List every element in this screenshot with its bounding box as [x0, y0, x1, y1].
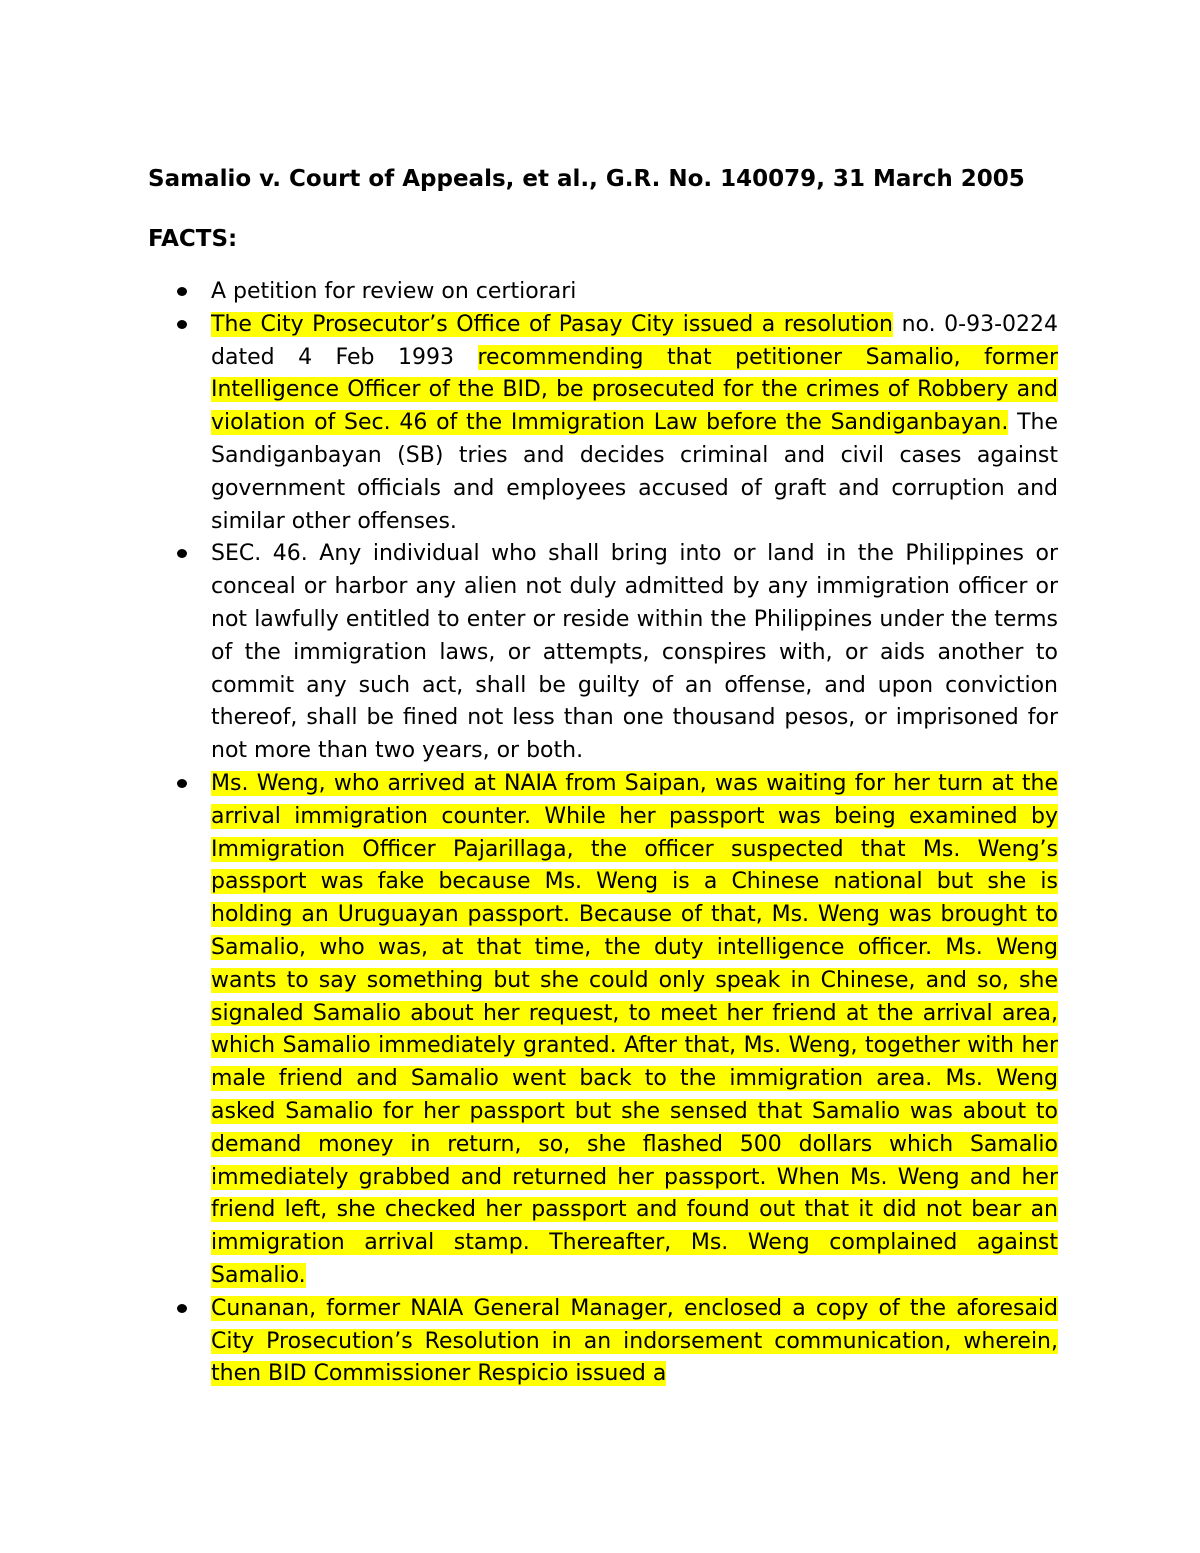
bullet-dot-icon	[177, 320, 187, 329]
bullet-item	[211, 1293, 1058, 1391]
bullet-dot-icon	[177, 779, 187, 788]
facts-bullet-list	[211, 276, 1058, 1391]
bullet-dot-icon	[177, 1304, 187, 1313]
highlighted-text-segment: The City Prosecutor’s Office of Pasay City issued a resolution	[211, 311, 894, 337]
highlighted-text-segment: recommending that petitioner Samalio, former Intelligence Officer of the BID, be prosecuted for the crimes of Robbery and violation of Sec. 46 of the Immigration Law before the Sandiganbayan.	[211, 344, 1059, 436]
highlighted-text-segment: Cunanan, former NAIA General Manager, enclosed a copy of the aforesaid City Prosecution’s Resolution in an indorsement communication, wherein, then BID Commissioner Respicio issued a	[211, 1295, 1058, 1387]
bullet-dot-icon	[177, 549, 187, 558]
bullet-text-segment: no. 0-93-0224 dated 4 Feb 1993	[211, 311, 1058, 370]
bullet-text-segment: A petition for review on certiorari	[211, 279, 577, 304]
bullet-item	[211, 276, 1058, 309]
section-heading-facts: FACTS:	[148, 226, 238, 252]
bullet-item	[211, 768, 1058, 1293]
bullet-item	[211, 309, 1058, 539]
bullet-text-segment: SEC. 46. Any individual who shall bring into or land in the Philippines or conceal or harbor any alien not duly admitted by any immigration officer or not lawfully entitled to enter or reside within the Philippines under the terms of the immigration laws, or attempts, conspires with, or aids another to commit any such act, shall be guilty of an offense, and upon conviction thereof, shall be fined not less than one thousand pesos, or imprisoned for not more than two years, or both.	[211, 541, 1058, 764]
bullet-dot-icon	[177, 287, 187, 296]
highlighted-text-segment: Ms. Weng, who arrived at NAIA from Saipan, was waiting for her turn at the arrival immigration counter. While her passport was being examined by Immigration Officer Pajarillaga, the officer suspected that Ms. Weng’s passport was fake because Ms. Weng is a Chinese national but she is holding an Uruguayan passport. Because of that, Ms. Weng was brought to Samalio, who was, at that time, the duty intelligence officer. Ms. Weng wants to say something but she could only speak in Chinese, and so, she signaled Samalio about her request, to meet her friend at the arrival area, which Samalio immediately granted. After that, Ms. Weng, together with her male friend and Samalio went back to the immigration area. Ms. Weng asked Samalio for her passport but she sensed that Samalio was about to demand money in return, so, she flashed 500 dollars which Samalio immediately grabbed and returned her passport. When Ms. Weng and her friend left, she checked her passport and found out that it did not bear an immigration arrival stamp. Thereafter, Ms. Weng complained against Samalio.	[211, 770, 1058, 1288]
bullet-item	[211, 538, 1058, 768]
bullet-text-segment: The Sandiganbayan (SB) tries and decides criminal and civil cases against government officials and employees accused of graft and corruption and similar other offenses.	[211, 410, 1058, 534]
document-title: Samalio v. Court of Appeals, et al., G.R. No. 140079, 31 March 2005	[148, 166, 1025, 192]
